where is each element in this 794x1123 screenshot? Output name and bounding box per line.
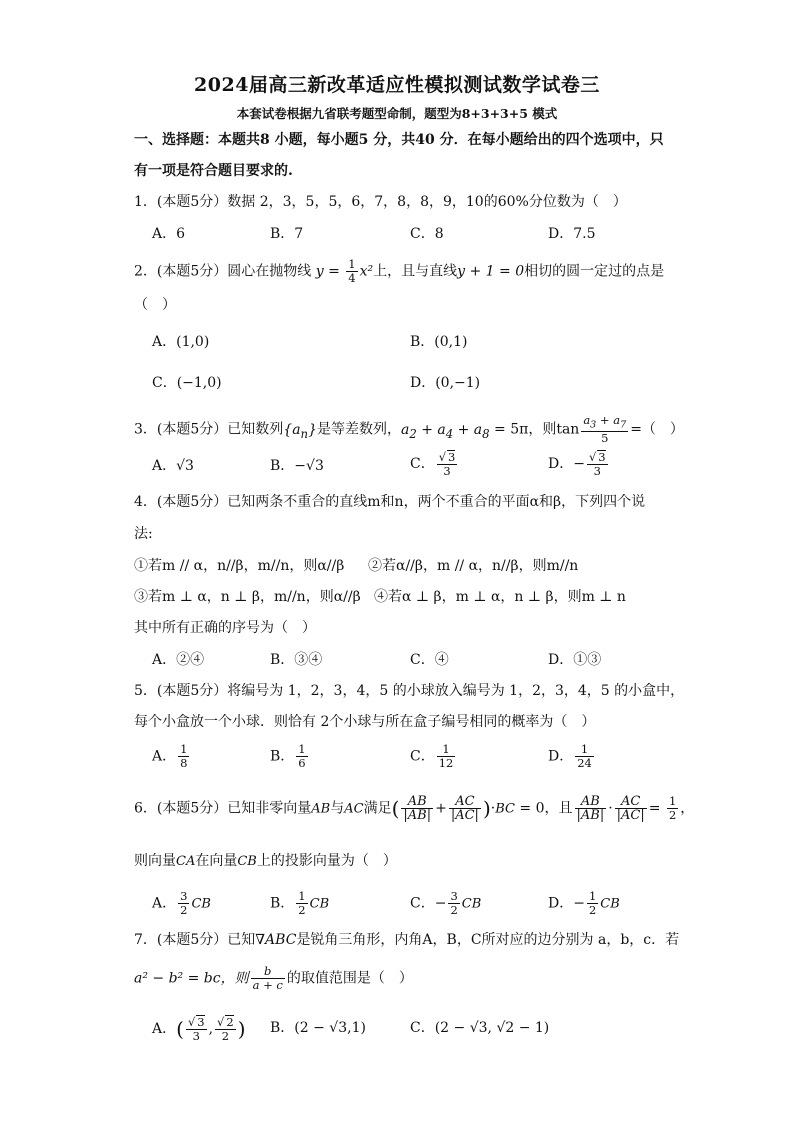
page-subtitle: 本套试卷根据九省联考题型命制，题型为8+3+3+5 模式 — [236, 106, 558, 121]
q4-option-b: B．③④ — [270, 652, 323, 668]
q6-frac-half — [667, 795, 678, 822]
q3-text-mid: 是等差数列， — [316, 421, 401, 438]
q6-half-num: 1 — [668, 794, 677, 808]
q6-half-den: 2 — [668, 808, 677, 822]
q7-a-frac2: $\frac{√ 2}{2}$ — [217, 1015, 234, 1043]
q7-option-a: A．( $\frac{√ 3}{3}$ , $\frac{√ 2}{2}$ ) — [152, 1015, 246, 1043]
q6-frac-ab: $\frac{AB}{|AB|}$ — [403, 794, 432, 823]
q5-c-num: 1 — [437, 743, 456, 757]
q6-option-a-frac — [178, 890, 189, 917]
q3-option-c-frac: $\frac{√ 3}{3}$ — [438, 450, 456, 478]
question-5-stem: 5．(本题5分）将编号为 1，2，3，4，5 的小球放入编号为 1，2，3，4，5 的小盒中， — [134, 683, 685, 699]
q3-text-pre: 3．(本题5分）已知数列 — [134, 421, 284, 438]
q3-option-d-frac: $\frac{√ 3}{3}$ — [588, 450, 606, 478]
page-title: 2024届高三新改革适应性模拟测试数学试卷三 — [194, 74, 600, 96]
q6-option-d-label: D．− — [548, 895, 585, 912]
q5-option-d-frac — [575, 743, 594, 770]
section-heading: 一、选择题：本题共8 小题，每小题5 分，共40 分．在每小题给出的四个选项中，只 — [134, 132, 664, 148]
q6-text-line2c: 上的投影向量为（ ） — [256, 853, 397, 869]
q2-option-d: D．(0,−1) — [410, 375, 481, 391]
q1-option-a: A．6 — [152, 226, 186, 242]
q6-c-num: 3 — [450, 889, 458, 903]
q2-line-eq: y + 1 = 0 — [457, 263, 525, 280]
q3-option-c — [410, 450, 459, 478]
question-2-stem: 2．(本题5分）圆心在抛物线 y = $\frac{1}{4}$ x²上，且与直线y + 1 = 0相切的圆一定过的点是 — [134, 257, 665, 285]
q4-option-d: D．①③ — [548, 652, 602, 668]
q4-option-c: C．④ — [410, 652, 449, 668]
q1-option-d: D．7.5 — [548, 226, 596, 242]
q6-frac-ab2: $\frac{AB}{|AB|}$ — [576, 794, 605, 823]
q6-option-c: C．− $\frac{3}{2}$ CB — [410, 889, 482, 917]
q2-option-a: A．(1,0) — [152, 334, 210, 350]
q6-text-eqhalf: = — [648, 800, 665, 817]
section-heading-cont: 有一项是符合题目要求的. — [134, 163, 293, 179]
q5-option-d — [548, 743, 596, 770]
q6-text-line2: 则向量 — [134, 853, 176, 869]
q6-c-den: 2 — [450, 903, 458, 917]
q5-option-c — [410, 743, 457, 770]
q5-option-a-label: A． — [152, 748, 177, 765]
q3-option-c-label: C． — [410, 456, 435, 472]
q5-b-den: 6 — [298, 756, 306, 770]
q5-c-den: 12 — [438, 756, 454, 770]
q3-option-a: A．√3 — [152, 458, 194, 474]
question-7-stem: 7．(本题5分）已知∇ABC是锐角三角形，内角A，B，C所对应的边分别为 a，b，c．若 — [134, 932, 680, 948]
q7-fraction: $\frac{b}{a + c}$ — [252, 964, 283, 992]
q2-fraction — [346, 258, 357, 285]
q3-option-b: B．−√3 — [270, 458, 324, 474]
q5-option-c-frac — [437, 743, 456, 770]
q6-option-b-frac — [296, 890, 307, 917]
q1-option-c: C．8 — [410, 226, 444, 242]
question-4-cont: 法: — [134, 526, 153, 542]
q4-statement-1: ①若m // α，n//β，m//n，则α//β — [134, 558, 345, 574]
q5-a-num: 1 — [180, 742, 188, 756]
q2-text-mid: 上，且与直线 — [373, 263, 458, 280]
q7-option-b: B．(2 − √3,1) — [270, 1020, 366, 1036]
q2-option-c: C．(−1,0) — [152, 375, 222, 391]
question-2-cont: （ ） — [134, 297, 176, 313]
question-4-ask: 其中所有正确的序号为（ ） — [134, 620, 316, 636]
q7-a-frac1: $\frac{√ 3}{3}$ — [187, 1015, 205, 1043]
q6-d-den: 2 — [588, 903, 597, 917]
q5-option-b — [270, 743, 310, 770]
q7-text-line2a: a² − b² = bc，则 — [134, 970, 249, 987]
q3-d-den: 3 — [593, 464, 601, 478]
q4-statement-2: ②若α//β，m // α，n//β，则m//n — [368, 558, 579, 574]
q3-text-eq: = 5π，则tan — [494, 421, 580, 438]
q5-d-num: 1 — [575, 743, 594, 757]
q3-c-num: 3 — [448, 450, 456, 464]
q3-text-post: =（ ） — [630, 421, 684, 438]
question-3-stem: 3．(本题5分）已知数列$\{a_n\}$是等差数列，$a_2 + a_4 + a_8 = 5\pi$，则tan $\frac{a_3 + a_7}{5}$ =（ ） — [134, 413, 684, 446]
q6-d-num: 1 — [588, 889, 597, 903]
q5-option-b-frac — [296, 743, 307, 770]
q5-d-den: 24 — [577, 756, 592, 770]
question-1-stem: 1．(本题5分）数据 2，3，5，5，6，7，8，8，9，10的60%分位数为（ ） — [134, 194, 627, 210]
q6-option-a-label: A． — [152, 895, 177, 912]
q7-text-line1: 7．(本题5分）已知 — [134, 932, 256, 948]
q2-text-post: 相切的圆一定过的点是 — [524, 263, 665, 280]
q5-a-den: 8 — [180, 756, 188, 770]
q6-option-c-label: C．− — [410, 895, 447, 912]
question-6-cont: 则向量CA在向量CB上的投影向量为（ ） — [134, 853, 397, 869]
q6-option-d-frac — [587, 890, 598, 917]
q6-text-pre: 6．(本题5分）已知非零向量 — [134, 800, 312, 817]
q6-option-a: A． $\frac{3}{2}$ CB — [152, 889, 211, 917]
q2-frac-num: 1 — [348, 257, 356, 271]
q5-option-a-frac — [178, 743, 189, 770]
q2-option-b: B．(0,1) — [410, 334, 468, 350]
q3-d-num: 3 — [598, 450, 606, 464]
question-6-stem: 6．(本题5分）已知非零向量AB与AC满足( $\frac{AB}{|AB|}$ + $\frac{AC}{|AC|}$ )·BC = 0，且 $\frac{AB}{|AB|}$ · $\frac{AC}{|AC|}$ = $\frac{1}{2}$ ， — [134, 794, 695, 823]
q7-text-line2b: 的取值范围是（ ） — [286, 970, 413, 987]
q6-text-mid1: 与 — [330, 800, 345, 817]
q2-frac-den: 4 — [348, 271, 356, 285]
q6-frac-ac: $\frac{AC}{|AC|}$ — [450, 794, 479, 823]
q5-b-num: 1 — [298, 742, 306, 756]
q6-frac-ac2: $\frac{AC}{|AC|}$ — [616, 794, 645, 823]
q4-option-a: A．②④ — [152, 652, 205, 668]
q6-option-c-frac — [448, 890, 459, 917]
q4-statement-4: ④若α ⊥ β，m ⊥ α，n ⊥ β，则m ⊥ n — [374, 589, 626, 605]
q6-a-num: 3 — [180, 889, 188, 903]
q5-option-b-label: B． — [270, 748, 295, 765]
q6-b-den: 2 — [298, 903, 306, 917]
q3-frac-den: 5 — [601, 431, 609, 446]
q7-option-c: C．(2 − √3, √2 − 1) — [410, 1020, 550, 1036]
q6-a-den: 2 — [180, 903, 188, 917]
q6-text-mid2: 满足 — [363, 800, 392, 817]
q3-option-d — [548, 450, 610, 478]
question-5-cont: 每个小盒放一个小球．则恰有 2个小球与所在盒子编号相同的概率为（ ） — [134, 714, 596, 730]
q6-option-d: D．− $\frac{1}{2}$ CB — [548, 889, 620, 917]
q2-text-pre: 2．(本题5分）圆心在抛物线 — [134, 263, 312, 280]
question-7-cont — [134, 965, 413, 992]
q5-option-a — [152, 743, 191, 770]
q4-statement-3: ③若m ⊥ α，n ⊥ β，m//n，则α//β — [134, 589, 361, 605]
q3-fraction: $\frac{a_3 + a_7}{5}$ — [583, 413, 627, 446]
q1-option-b: B．7 — [270, 226, 304, 242]
q5-option-d-label: D． — [548, 748, 574, 765]
q3-c-den: 3 — [443, 464, 451, 478]
q3-option-d-label: D．− — [548, 456, 585, 472]
q6-option-b: B． $\frac{1}{2}$ CB — [270, 889, 330, 917]
q5-option-c-label: C． — [410, 748, 435, 765]
q6-b-num: 1 — [298, 889, 306, 903]
q6-text-eq0: = 0，且 — [519, 800, 573, 817]
q6-text-line2b: 在向量 — [195, 853, 238, 869]
q6-option-b-label: B． — [270, 895, 295, 912]
question-4-stem: 4．(本题5分）已知两条不重合的直线m和n，两个不重合的平面α和β，下列四个说 — [134, 494, 646, 510]
q7-option-a-label: A． — [152, 1021, 177, 1037]
q7-text-line1b: 是锐角三角形，内角A，B，C所对应的边分别为 a，b，c．若 — [296, 932, 680, 948]
